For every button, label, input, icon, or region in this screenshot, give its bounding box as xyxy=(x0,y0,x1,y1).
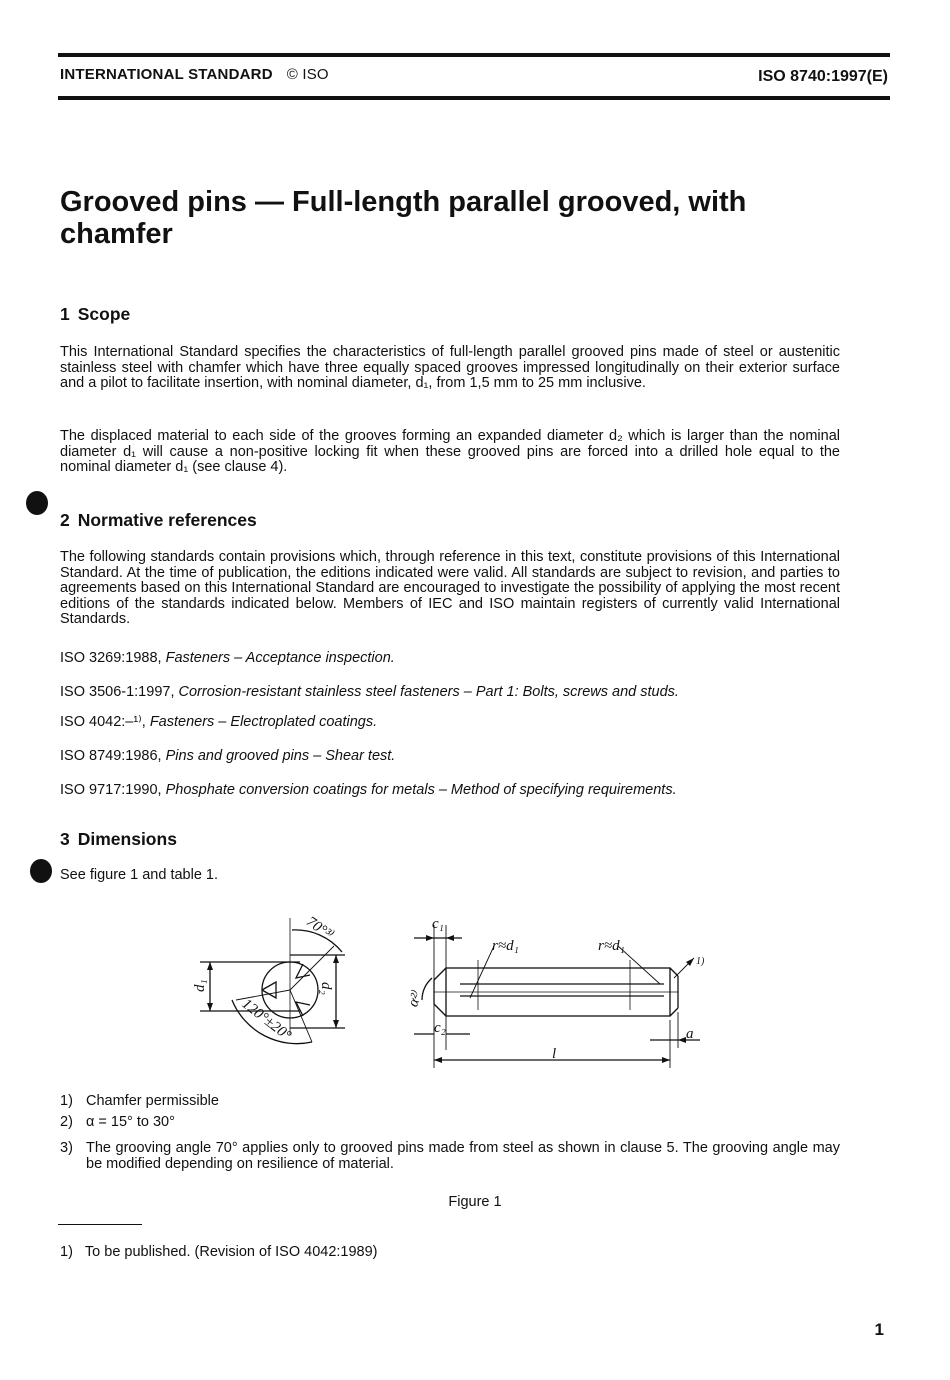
section-2-heading xyxy=(60,510,257,531)
section-number: 3 xyxy=(60,829,70,849)
section-title: Dimensions xyxy=(77,829,177,849)
section-3-heading xyxy=(60,829,177,850)
references-intro-paragraph: The following standards contain provisions which, through reference in this text, constitute provisions of this International Standard. At the time of publication, the editions indicated were valid. All standards are subject to revision, and parties to agreements based on this International Standard are encouraged to investigate the possibility of applying the most recent editions of the standards indicated below. Members of IEC and ISO maintain registers of currently valid International Standards. xyxy=(60,549,840,627)
label-d2: d₂ xyxy=(318,982,334,995)
header-copyright: © ISO xyxy=(286,66,329,83)
reference-item: ISO 9717:1990, Phosphate conversion coatings for metals – Method of specifying requirements. xyxy=(60,782,677,798)
reference-item: ISO 4042:–¹⁾, Fasteners – Electroplated coatings. xyxy=(60,714,378,730)
label-angle-120: 120°±20° xyxy=(238,995,294,1045)
label-alpha: α²⁾ xyxy=(405,988,426,1009)
label-note-1: 1) xyxy=(696,956,705,967)
dimensions-text: See figure 1 and table 1. xyxy=(60,867,219,883)
label-l: l xyxy=(552,1046,557,1062)
reference-item: ISO 8749:1986, Pins and grooved pins – Shear test. xyxy=(60,748,396,764)
header-document-number: ISO 8740:1997(E) xyxy=(758,68,888,85)
label-a: a xyxy=(686,1026,694,1042)
section-number: 1 xyxy=(60,304,70,324)
margin-bullet-mark xyxy=(26,491,48,515)
label-angle-70: 70°³⁾ xyxy=(303,913,337,944)
label-c2: c₂ xyxy=(434,1020,446,1036)
pin-cross-section xyxy=(262,962,318,1018)
label-d1: d₁ xyxy=(192,979,208,992)
scope-paragraph-1: This International Standard specifies the characteristics of full-length parallel grooved pins made of steel or austenitic stainless steel with chamfer which have three equally spaced grooves impressed longitudinally on their exterior surface and a pilot to facilitate insertion, with nominal diameter, d₁, from 1,5 mm to 25 mm inclusive. xyxy=(60,344,840,391)
header-standard-label xyxy=(60,66,329,83)
section-title: Normative references xyxy=(77,510,257,530)
page-number: 1 xyxy=(874,1320,884,1339)
margin-bullet-mark xyxy=(30,859,52,883)
label-r-left: r≈d₁ xyxy=(492,938,519,954)
reference-item: ISO 3506-1:1997, Corrosion-resistant stainless steel fasteners – Part 1: Bolts, screws and studs. xyxy=(60,684,679,700)
header-top-rule xyxy=(58,53,890,57)
document-title: Grooved pins — Full-length parallel grooved, with chamfer xyxy=(60,186,747,250)
label-r-right: r≈d₁ xyxy=(598,938,625,954)
reference-item: ISO 3269:1988, Fasteners – Acceptance inspection. xyxy=(60,650,395,666)
section-title: Scope xyxy=(77,304,131,324)
header-left-text: INTERNATIONAL STANDARD xyxy=(60,66,273,83)
footnote: 1) To be published. (Revision of ISO 4042:1989) xyxy=(60,1244,378,1260)
scope-paragraph-2: The displaced material to each side of the grooves forming an expanded diameter d₂ which is larger than the nominal diameter d₁ will cause a non-positive locking fit when these grooved pins are forced into a drilled hole equal to the nominal diameter d₁ (see clause 4). xyxy=(60,428,840,475)
footnote-rule xyxy=(58,1224,142,1225)
label-c1: c₁ xyxy=(432,916,444,932)
pin-side-view xyxy=(446,968,670,1016)
header-bottom-rule xyxy=(58,96,890,100)
section-1-heading xyxy=(60,304,130,325)
section-number: 2 xyxy=(60,510,70,530)
figure-caption: Figure 1 xyxy=(448,1194,502,1210)
